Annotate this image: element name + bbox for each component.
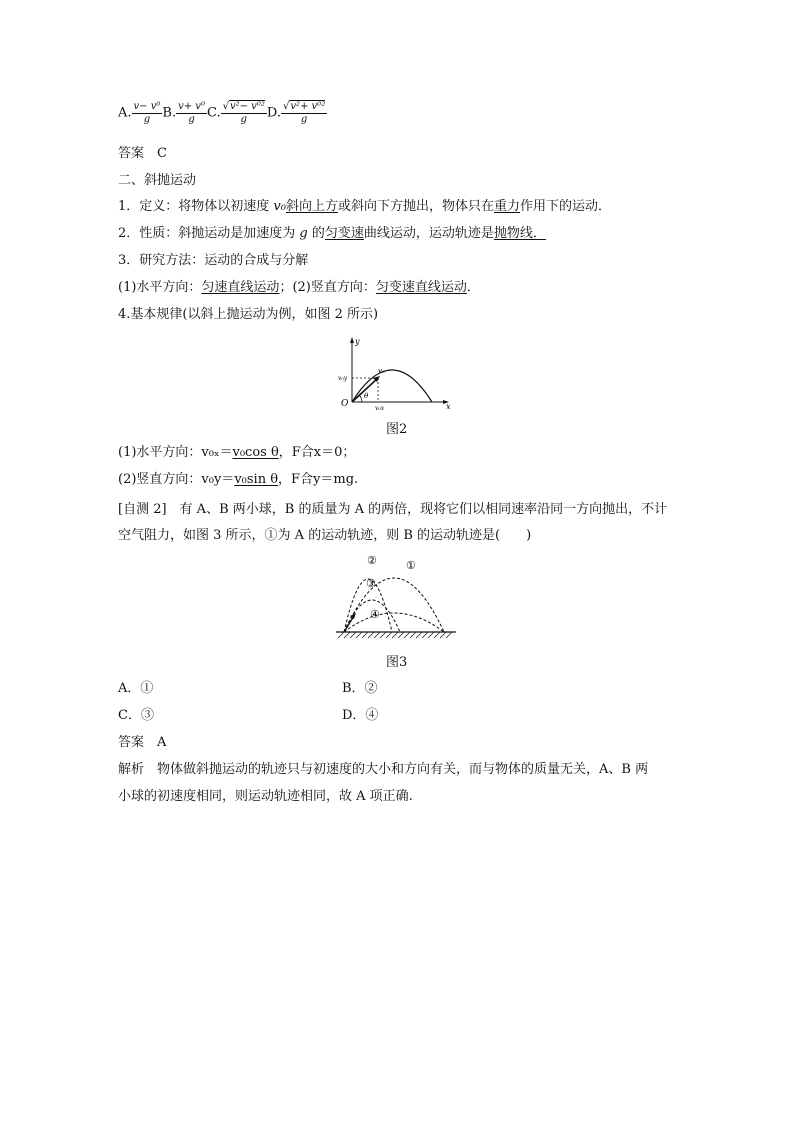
direction-line: (1)水平方向：匀速直线运动；(2)竖直方向：匀变速直线运动．	[118, 280, 480, 295]
label-circle-4: ④	[370, 608, 380, 621]
opt-b-letter: B.	[162, 105, 177, 121]
q2-option-c[interactable]: C．③	[118, 708, 154, 723]
q1-options	[118, 100, 327, 126]
nature-line: 2．性质：斜抛运动是加速度为 g 的匀变速曲线运动，运动轨迹是抛物线．	[118, 226, 546, 241]
method-line: 3．研究方法：运动的合成与分解	[118, 253, 309, 268]
origin-label: O	[341, 399, 349, 409]
y-label: y	[355, 337, 360, 346]
opt-c-letter: C.	[206, 105, 221, 121]
opt-a-fraction: $\frac{\text{v− v⁰}}{g}$	[133, 100, 161, 125]
figure-3-caption: 图3	[386, 655, 408, 670]
label-circle-1: ①	[406, 559, 416, 572]
v0x-label: v₀x	[375, 405, 385, 410]
q2-stem-line2: 空气阻力，如图 3 所示，①为 A 的运动轨迹，则 B 的运动轨迹是( )	[118, 528, 532, 543]
q1-answer: 答案 C	[118, 146, 167, 161]
figure-3-diagram	[332, 554, 460, 642]
opt-d-letter: D.	[266, 105, 281, 121]
v0-label: v₀	[378, 367, 385, 375]
y-arrow	[350, 337, 354, 343]
x-label: x	[446, 402, 451, 410]
formula-vertical: (2)竖直方向：v₀y＝v₀sin θ，F合y＝mg.	[118, 472, 359, 487]
definition-line: 1．定义：将物体以初速度 v₀斜向上方或斜向下方抛出，物体只在重力作用下的运动．	[118, 199, 612, 214]
label-circle-2: ②	[367, 554, 377, 567]
q2-answer: 答案 A	[118, 735, 167, 750]
ground-hatching	[338, 632, 452, 638]
figure-2-diagram	[338, 334, 458, 410]
opt-c-fraction: $\frac{\text{√v²− v⁰²}}{g}$	[222, 101, 265, 125]
q2-option-a[interactable]: A．①	[118, 681, 154, 696]
theta-arc	[359, 395, 362, 402]
opt-a-letter: A.	[118, 105, 132, 121]
v0y-label: v₀y	[338, 375, 348, 382]
label-circle-3: ③	[366, 577, 376, 590]
theta-label: θ	[364, 392, 369, 400]
q2-analysis-line2: 小球的初速度相同，则运动轨迹相同，故 A 项正确.	[118, 789, 413, 804]
formula-horizontal: (1)水平方向：v₀ₓ＝v₀cos θ，F合x＝0；	[118, 445, 356, 460]
q2-option-b[interactable]: B．②	[342, 681, 378, 696]
trajectory-1	[344, 578, 444, 632]
figure-2-caption: 图2	[386, 422, 408, 437]
q2-option-d[interactable]: D．④	[342, 708, 379, 723]
opt-b-fraction: $\frac{\text{v+ v⁰}}{g}$	[178, 100, 205, 125]
q2-analysis-line1: 解析 物体做斜抛运动的轨迹只与初速度的大小和方向有关，而与物体的质量无关，A、B 两	[118, 762, 649, 777]
section-heading: 二、斜抛运动	[118, 173, 197, 188]
opt-d-fraction: $\frac{\text{√v²+ v⁰²}}{g}$	[282, 101, 326, 125]
law-line: 4.基本规律(以斜上抛运动为例，如图 2 所示)	[118, 307, 379, 322]
trajectory-4	[344, 613, 444, 632]
q2-stem-line1: [自测 2] 有 A、B 两小球，B 的质量为 A 的两倍，现将它们以相同速率沿同一方向抛出，不计	[118, 502, 668, 517]
